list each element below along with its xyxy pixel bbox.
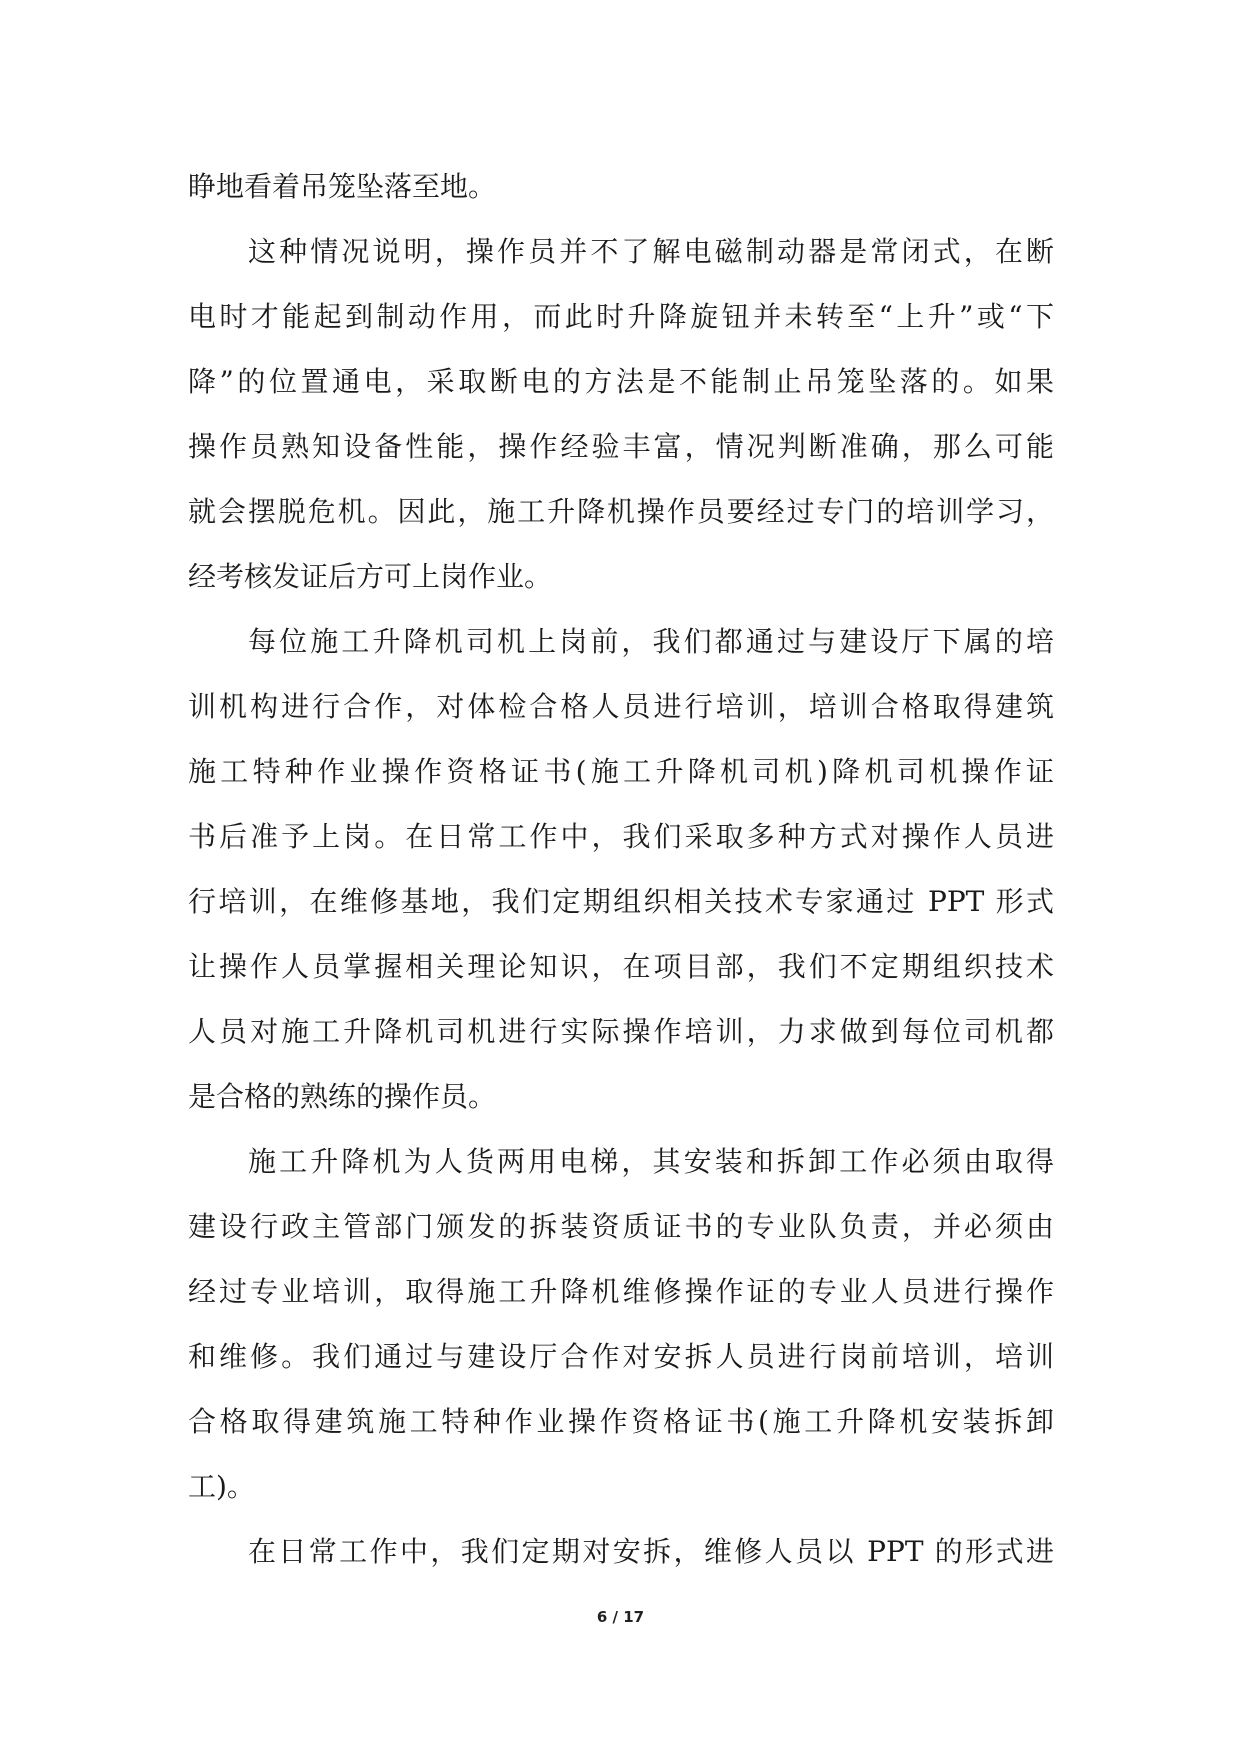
text-line: 经过专业培训，取得施工升降机维修操作证的专业人员进行操作 [188, 1275, 1054, 1308]
text-line: 是合格的熟练的操作员。 [188, 1080, 497, 1113]
text-line: 睁地看着吊笼坠落至地。 [188, 170, 497, 203]
text-line: 每位施工升降机司机上岗前，我们都通过与建设厅下属的培 [248, 625, 1054, 658]
text-line: 降”的位置通电，采取断电的方法是不能制止吊笼坠落的。如果 [188, 365, 1054, 398]
text-line: 这种情况说明，操作员并不了解电磁制动器是常闭式，在断 [248, 235, 1054, 268]
text-line: 就会摆脱危机。因此，施工升降机操作员要经过专门的培训学习， [188, 495, 1054, 528]
text-line: 施工特种作业操作资格证书(施工升降机司机)降机司机操作证 [188, 755, 1054, 788]
text-line: 工)。 [188, 1470, 255, 1503]
text-line: 行培训，在维修基地，我们定期组织相关技术专家通过 PPT 形式 [188, 885, 1054, 918]
text-line: 和维修。我们通过与建设厅合作对安拆人员进行岗前培训，培训 [188, 1340, 1054, 1373]
text-line: 书后准予上岗。在日常工作中，我们采取多种方式对操作人员进 [188, 820, 1054, 853]
text-line: 经考核发证后方可上岗作业。 [188, 560, 553, 593]
text-line: 操作员熟知设备性能，操作经验丰富，情况判断准确，那么可能 [188, 430, 1054, 463]
text-line: 建设行政主管部门颁发的拆装资质证书的专业队负责，并必须由 [188, 1210, 1054, 1243]
text-line: 在日常工作中，我们定期对安拆，维修人员以 PPT 的形式进 [248, 1535, 1054, 1568]
text-line: 让操作人员掌握相关理论知识，在项目部，我们不定期组织技术 [188, 950, 1054, 983]
text-line: 训机构进行合作，对体检合格人员进行培训，培训合格取得建筑 [188, 690, 1054, 723]
page-number: 6 / 17 [596, 1608, 645, 1626]
text-line: 电时才能起到制动作用，而此时升降旋钮并未转至“上升”或“下 [188, 300, 1054, 333]
document-body [188, 154, 1054, 1584]
text-line: 施工升降机为人货两用电梯，其安装和拆卸工作必须由取得 [248, 1145, 1054, 1178]
text-line: 合格取得建筑施工特种作业操作资格证书(施工升降机安装拆卸 [188, 1405, 1054, 1438]
text-line: 人员对施工升降机司机进行实际操作培训，力求做到每位司机都 [188, 1015, 1054, 1048]
